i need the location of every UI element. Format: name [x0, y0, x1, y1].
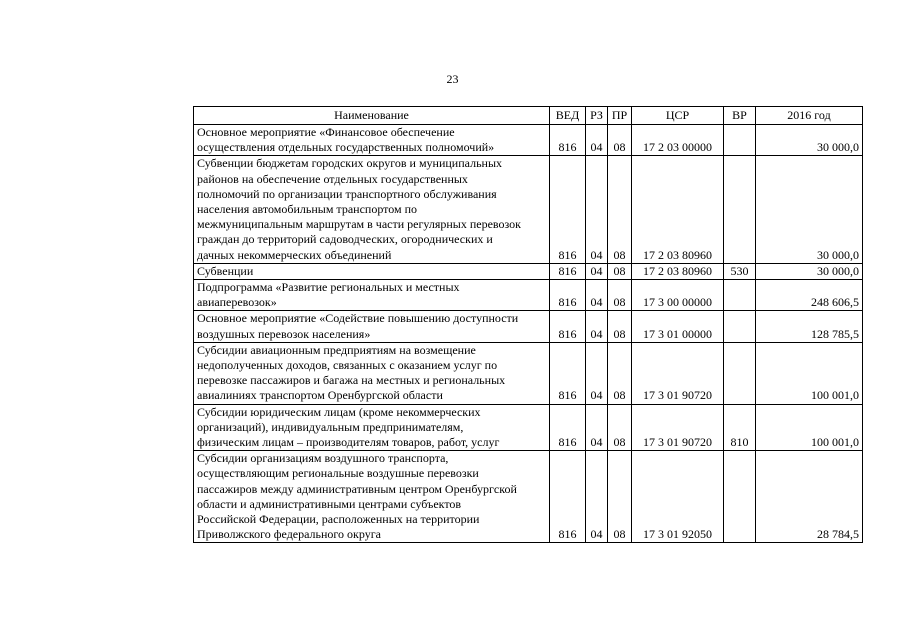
row-pr: 08 [608, 280, 632, 311]
row-name [194, 263, 550, 279]
row-vr [724, 451, 756, 543]
row-name-line: Приволжского федерального округа [197, 527, 381, 542]
header-ved: ВЕД [550, 107, 586, 125]
row-name [194, 280, 550, 311]
row-amount: 30 000,0 [756, 125, 863, 156]
row-name [194, 404, 550, 451]
header-name: Наименование [194, 107, 550, 125]
row-amount: 128 785,5 [756, 311, 863, 342]
row-ved: 816 [550, 311, 586, 342]
row-name-line: пассажиров между административным центром Оренбургской [197, 481, 517, 496]
row-ved: 816 [550, 125, 586, 156]
row-amount: 248 606,5 [756, 280, 863, 311]
row-ved: 816 [550, 156, 586, 263]
row-name-line: полномочий по организации транспортного обслуживания [197, 186, 497, 201]
row-name [194, 451, 550, 543]
row-name-line: организаций), индивидуальным предпринимателям, [197, 419, 464, 434]
row-csr: 17 2 03 00000 [632, 125, 724, 156]
table-row [194, 451, 863, 543]
row-name-line: Субсидии юридическим лицам (кроме некоммерческих [197, 404, 481, 419]
table-header-row [194, 107, 863, 125]
row-pr: 08 [608, 342, 632, 404]
row-pr: 08 [608, 263, 632, 279]
row-amount: 28 784,5 [756, 451, 863, 543]
row-name-line: Субсидии организациям воздушного транспорта, [197, 451, 449, 466]
row-name-line: Основное мероприятие «Финансовое обеспечение [197, 125, 455, 139]
row-vr [724, 342, 756, 404]
header-rz: РЗ [586, 107, 608, 125]
row-vr [724, 156, 756, 263]
row-ved: 816 [550, 342, 586, 404]
row-name-line: осуществления отдельных государственных полномочий» [197, 140, 495, 155]
table-row [194, 280, 863, 311]
row-name-line: Российской Федерации, расположенных на территории [197, 512, 480, 527]
row-name [194, 311, 550, 342]
row-name-line: Подпрограмма «Развитие региональных и местных [197, 280, 460, 295]
page-number: 23 [446, 72, 459, 86]
header-vr: ВР [724, 107, 756, 125]
row-csr: 17 2 03 80960 [632, 156, 724, 263]
row-amount: 30 000,0 [756, 263, 863, 279]
row-csr: 17 3 01 92050 [632, 451, 724, 543]
table-row [194, 342, 863, 404]
row-name-line: дачных некоммерческих объединений [197, 247, 392, 262]
row-rz: 04 [586, 263, 608, 279]
row-name [194, 156, 550, 263]
table-row [194, 263, 863, 279]
row-pr: 08 [608, 451, 632, 543]
row-name-line: Субвенции [197, 263, 254, 278]
row-amount: 100 001,0 [756, 342, 863, 404]
row-rz: 04 [586, 404, 608, 451]
header-year: 2016 год [756, 107, 863, 125]
row-name-line: недополученных доходов, связанных с оказанием услуг по [197, 358, 498, 373]
row-csr: 17 3 00 00000 [632, 280, 724, 311]
row-vr [724, 311, 756, 342]
row-name-line: населения автомобильным транспортом по [197, 202, 418, 217]
table-row [194, 156, 863, 263]
row-ved: 816 [550, 451, 586, 543]
row-name-line: Субвенции бюджетам городских округов и муниципальных [197, 156, 503, 171]
row-pr: 08 [608, 156, 632, 263]
row-name-line: межмуниципальным маршрутам в части регулярных перевозок [197, 217, 522, 232]
row-name-line: Субсидии авиационным предприятиям на возмещение [197, 342, 476, 357]
row-name [194, 125, 550, 156]
row-name-line: воздушных перевозок населения» [197, 326, 371, 341]
budget-table [193, 106, 863, 543]
row-name [194, 342, 550, 404]
row-ved: 816 [550, 404, 586, 451]
row-pr: 08 [608, 404, 632, 451]
row-csr: 17 3 01 90720 [632, 404, 724, 451]
row-rz: 04 [586, 280, 608, 311]
row-vr: 810 [724, 404, 756, 451]
row-name-line: районов на обеспечение отдельных государственных [197, 171, 468, 186]
row-name-line: Основное мероприятие «Содействие повышению доступности [197, 311, 519, 326]
row-rz: 04 [586, 125, 608, 156]
header-csr: ЦСР [632, 107, 724, 125]
row-amount: 30 000,0 [756, 156, 863, 263]
row-vr [724, 280, 756, 311]
row-rz: 04 [586, 156, 608, 263]
row-name-line: авиаперевозок» [197, 295, 277, 310]
row-pr: 08 [608, 311, 632, 342]
row-name-line: осуществляющим региональные воздушные перевозки [197, 466, 479, 481]
table-row [194, 125, 863, 156]
table-row [194, 404, 863, 451]
row-name-line: граждан до территорий садоводческих, огороднических и [197, 232, 493, 247]
table-row [194, 311, 863, 342]
row-name-line: области и административными центрами субъектов [197, 496, 462, 511]
row-name-line: физическим лицам – производителям товаров, работ, услуг [197, 435, 500, 450]
row-csr: 17 2 03 80960 [632, 263, 724, 279]
row-csr: 17 3 01 90720 [632, 342, 724, 404]
row-pr: 08 [608, 125, 632, 156]
row-name-line: авиалиниях транспортом Оренбургской области [197, 388, 443, 403]
row-name-line: перевозке пассажиров и багажа на местных и региональных [197, 373, 506, 388]
row-vr: 530 [724, 263, 756, 279]
row-ved: 816 [550, 263, 586, 279]
row-amount: 100 001,0 [756, 404, 863, 451]
row-rz: 04 [586, 311, 608, 342]
row-vr [724, 125, 756, 156]
row-csr: 17 3 01 00000 [632, 311, 724, 342]
row-rz: 04 [586, 342, 608, 404]
row-ved: 816 [550, 280, 586, 311]
header-pr: ПР [608, 107, 632, 125]
row-rz: 04 [586, 451, 608, 543]
